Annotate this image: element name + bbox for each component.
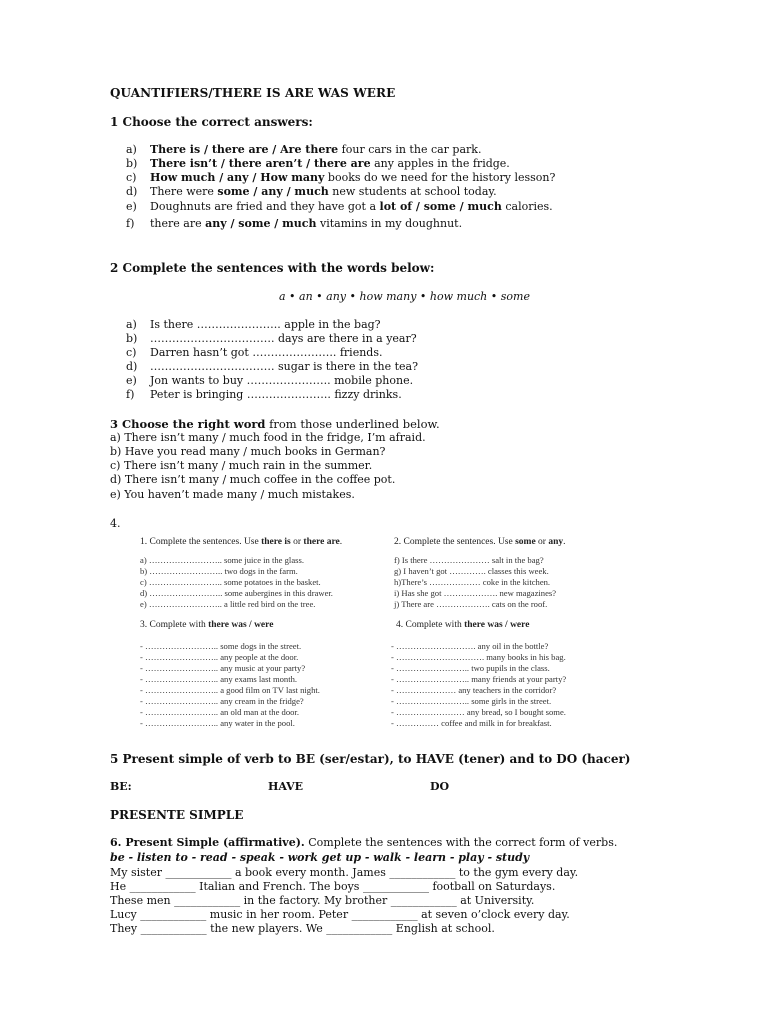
box1-row: d) …………………….. some aubergines in this drawer.: [140, 588, 333, 598]
section3-heading: 3 Choose the right word from those underlined below.: [110, 417, 440, 431]
section4-number: 4.: [110, 517, 121, 530]
box3-row: - …………………….. any cream in the fridge?: [140, 696, 304, 706]
box4-row: - …………………………. many books in his bag.: [391, 652, 566, 662]
box3-row: - …………………….. some dogs in the street.: [140, 641, 302, 651]
section1-item-d: d) There were some / any / much new students at school today.: [126, 185, 497, 198]
section2-heading: 2 Complete the sentences with the words below:: [110, 261, 435, 275]
verb-bank: be - listen to - read - speak - work get up - walk - learn - play - study: [110, 851, 530, 864]
section1-item-b: b) There isn’t / there aren’t / there are any apples in the fridge.: [126, 157, 510, 170]
section2-item-e: e) Jon wants to buy ………………….. mobile phone.: [126, 374, 414, 387]
section6-line: My sister ____________ a book every month. James ____________ to the gym every day.: [110, 866, 579, 879]
box3-row: - …………………….. any water in the pool.: [140, 718, 295, 728]
box4-row: - …………………….. some girls in the street.: [391, 696, 552, 706]
box1-heading: 1. Complete the sentences. Use there is or there are.: [140, 537, 343, 547]
section6-heading: 6. Present Simple (affirmative). Complete the sentences with the correct form of verbs.: [110, 836, 618, 849]
section2-item-a: a) Is there ………………….. apple in the bag?: [126, 318, 381, 331]
box3-row: - …………………….. an old man at the door.: [140, 707, 299, 717]
box4-row: - …………………….. many friends at your party?: [391, 674, 567, 684]
section3-item-e: e) You haven’t made many / much mistakes.: [110, 488, 355, 501]
section6-line: These men ____________ in the factory. My brother ____________ at University.: [110, 894, 535, 907]
box3-heading: 3. Complete with there was / were: [140, 620, 274, 630]
box3-row: - …………………….. any exams last month.: [140, 674, 298, 684]
section5-heading: 5 Present simple of verb to BE (ser/estar), to HAVE (tener) and to DO (hacer): [110, 752, 631, 766]
box1-row: e) …………………….. a little red bird on the tree.: [140, 599, 316, 609]
section2-item-d: d) ……………………………. sugar is there in the tea?: [126, 360, 419, 373]
section1-item-f: f) there are any / some / much vitamins in my doughnut.: [126, 217, 463, 230]
section3-item-b: b) Have you read many / much books in German?: [110, 445, 386, 458]
box4-row: - …………………… any bread, so I bought some.: [391, 707, 566, 717]
box2-row: g) I haven’t got …………. classes this week.: [394, 566, 549, 576]
do-label: DO: [430, 780, 450, 793]
section6-line: He ____________ Italian and French. The boys ____________ football on Saturdays.: [110, 880, 556, 893]
section6-line: They ____________ the new players. We ____________ English at school.: [110, 922, 495, 935]
box4-row: - …………… coffee and milk in for breakfast.: [391, 718, 552, 728]
section2-item-c: c) Darren hasn’t got ………………….. friends.: [126, 346, 383, 359]
box4-row: - ………………………. any oil in the bottle?: [391, 641, 549, 651]
box1-row: a) …………………….. some juice in the glass.: [140, 555, 304, 565]
box4-row: - ………………… any teachers in the corridor?: [391, 685, 557, 695]
section1-heading: 1 Choose the correct answers:: [110, 115, 313, 129]
box2-row: f) Is there ………………… salt in the bag?: [394, 555, 544, 565]
be-label: BE:: [110, 780, 132, 793]
box2-heading: 2. Complete the sentences. Use some or any.: [394, 537, 566, 547]
box1-row: c) …………………….. some potatoes in the basket.: [140, 577, 321, 587]
section3-item-c: c) There isn’t many / much rain in the summer.: [110, 459, 373, 472]
box4-heading: 4. Complete with there was / were: [396, 620, 530, 630]
word-bank: a • an • any • how many • how much • some: [279, 290, 530, 303]
section2-item-f: f) Peter is bringing ………………….. fizzy drinks.: [126, 388, 402, 401]
section3-item-d: d) There isn’t many / much coffee in the coffee pot.: [110, 473, 396, 486]
section1-item-c: c) How much / any / How many books do we need for the history lesson?: [126, 171, 556, 184]
section3-item-a: a) There isn’t many / much food in the fridge, I’m afraid.: [110, 431, 426, 444]
box3-row: - …………………….. a good film on TV last night.: [140, 685, 320, 695]
box2-row: i) Has she got ………………. new magazines?: [394, 588, 557, 598]
section4-exercise-image: [136, 535, 596, 735]
box3-row: - …………………….. any people at the door.: [140, 652, 299, 662]
box2-row: h)There’s ……………… coke in the kitchen.: [394, 577, 551, 587]
section1-item-a: a) There is / there are / Are there four cars in the car park.: [126, 143, 482, 156]
box3-row: - …………………….. any music at your party?: [140, 663, 306, 673]
section6-line: Lucy ____________ music in her room. Peter ____________ at seven o’clock every day.: [110, 908, 570, 921]
page-title: QUANTIFIERS/THERE IS ARE WAS WERE: [110, 86, 396, 100]
box4-row: - …………………….. two pupils in the class.: [391, 663, 550, 673]
section1-item-e: e) Doughnuts are fried and they have got a lot of / some / much calories.: [126, 200, 553, 213]
box1-row: b) …………………….. two dogs in the farm.: [140, 566, 298, 576]
section2-item-b: b) ……………………………. days are there in a year?: [126, 332, 417, 345]
presente-simple-heading: PRESENTE SIMPLE: [110, 808, 244, 822]
have-label: HAVE: [268, 780, 304, 793]
box2-row: j) There are ………………. cats on the roof.: [394, 599, 548, 609]
